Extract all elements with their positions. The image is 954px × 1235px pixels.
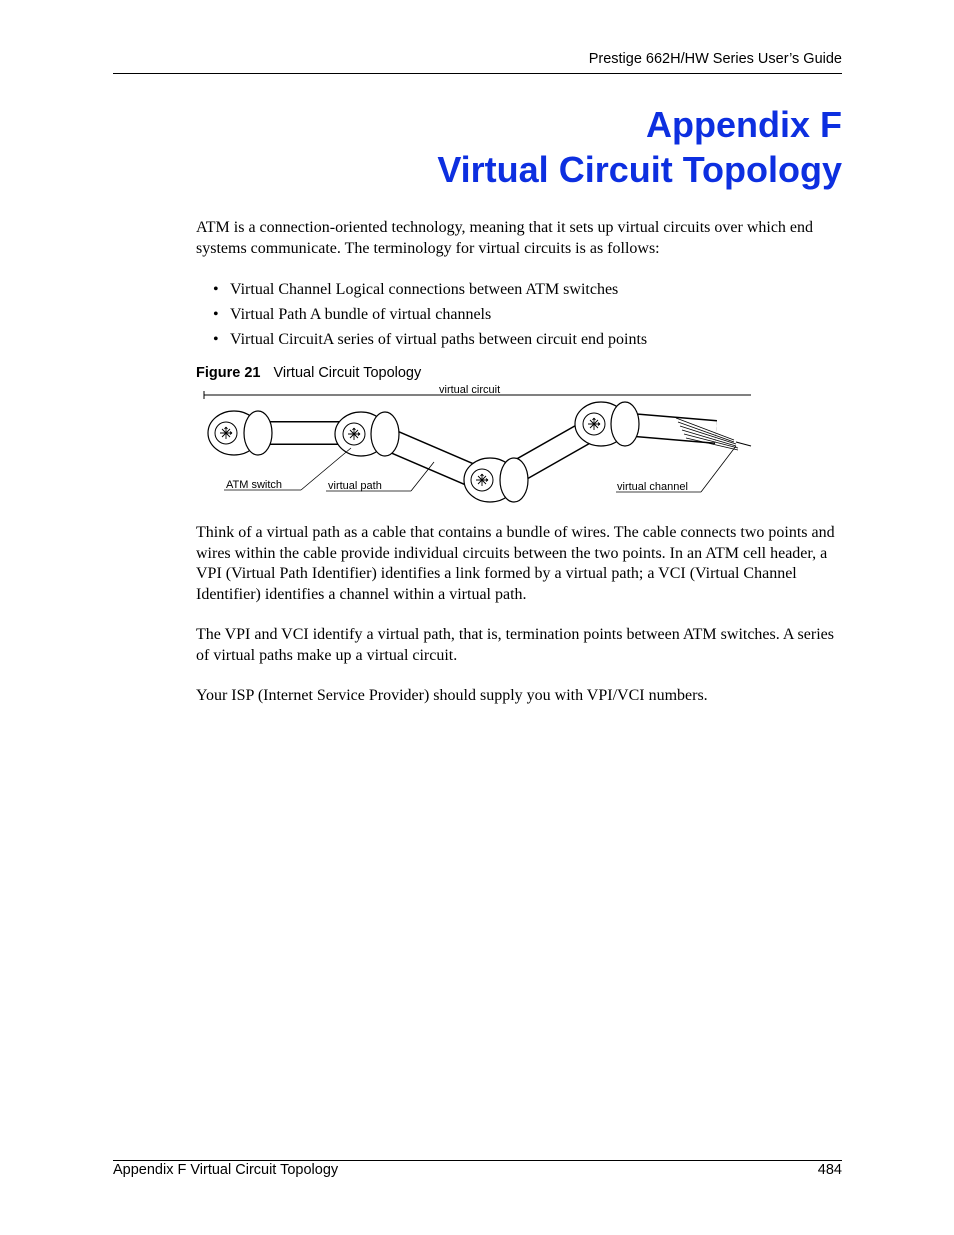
- page-number: 484: [817, 1162, 842, 1178]
- list-item-text: Virtual CircuitA series of virtual paths between circuit end points: [230, 331, 648, 348]
- terminology-list: [213, 279, 647, 354]
- bullet-icon: •: [213, 281, 219, 298]
- figure-title: Virtual Circuit Topology: [273, 365, 422, 381]
- list-item: [213, 279, 647, 304]
- figure-number: Figure 21: [196, 365, 261, 381]
- running-header: Prestige 662H/HW Series User’s Guide: [588, 51, 842, 67]
- atm-switch-label: ATM switch: [226, 479, 283, 491]
- list-item-text: Virtual Channel Logical connections between ATM switches: [230, 281, 619, 298]
- atm-switch-3: [464, 458, 528, 502]
- body-paragraph: The VPI and VCI identify a virtual path, that is, termination points between ATM switches. A series of virtual paths make up a virtual circuit.: [196, 626, 834, 664]
- page-title: Virtual Circuit Topology: [437, 149, 842, 190]
- virtual-channel-label: virtual channel: [617, 481, 688, 493]
- intro-paragraph: ATM is a connection-oriented technology, meaning that it sets up virtual circuits over which end systems communicate. The terminology for virtual circuits is as follows:: [196, 219, 814, 257]
- atm-switch-2: [335, 412, 399, 456]
- list-item: [213, 329, 647, 354]
- list-item: [213, 304, 647, 329]
- bullet-icon: •: [213, 306, 219, 323]
- list-item-text: Virtual Path A bundle of virtual channels: [230, 306, 492, 323]
- body-paragraph: Think of a virtual path as a cable that contains a bundle of wires. The cable connects two points and wires within the cable provide individual circuits between the two points. In an ATM cell header, a VPI (Virtual Path Identifier) identifies a link formed by a virtual path; a VCI (Virtual Channel Identifier) identifies a channel within a virtual path.: [196, 524, 835, 603]
- virtual-circuit-label: virtual circuit: [439, 384, 501, 396]
- body-paragraph: Your ISP (Internet Service Provider) should supply you with VPI/VCI numbers.: [196, 687, 708, 704]
- footer-section-title: Appendix F Virtual Circuit Topology: [113, 1162, 339, 1178]
- appendix-label: Appendix F: [646, 104, 842, 145]
- atm-switch-1: [208, 411, 272, 455]
- header-rule: [113, 73, 842, 74]
- virtual-circuit-diagram: [196, 380, 756, 505]
- virtual-path-label: virtual path: [328, 480, 382, 492]
- figure-caption: [196, 365, 421, 381]
- atm-switch-4: [575, 402, 639, 446]
- bullet-icon: •: [213, 331, 219, 348]
- footer-rule: [113, 1160, 842, 1161]
